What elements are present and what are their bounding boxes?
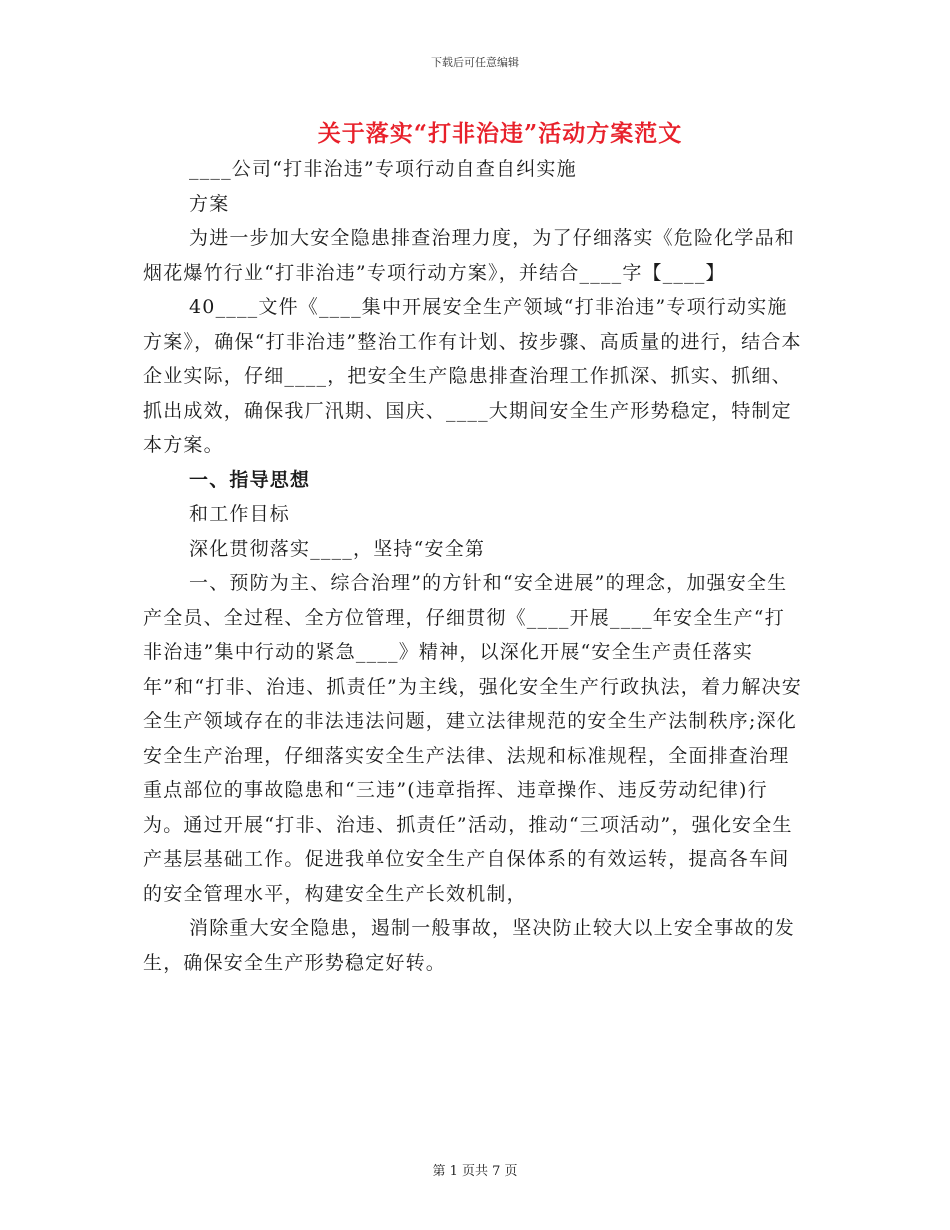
section-heading-guiding-thought: 一、指导思想 bbox=[189, 468, 311, 491]
document-title: 关于落实“打非治违”活动方案范文 bbox=[317, 120, 683, 147]
paragraph-policy: 一、预防为主、综合治理”的方针和“安全进展”的理念，加强安全生产全员、全过程、全方位管理，仔细贯彻《____开展____年安全生产“打非治违”集中行动的紧急____》精神，以深化开展“安全生产责任落实年”和“打非、治违、抓责任”为主线，强化安全生产行政执法，着力解决安全生产领域存在的非法违法问题，建立法律规范的安全生产法制秩序;深化安全生产治理，仔细落实安全生产法律、法规和标准规程，全面排查治理重点部位的事故隐患和“三违”(违章指挥、违章操作、违反劳动纪律)行为。通过开展“打非、治违、抓责任”活动，推动“三项活动”，强化安全生产基层基础工作。促进我单位安全生产自保体系的有效运转，提高各车间的安全管理水平，构建安全生产长效机制， bbox=[143, 572, 802, 905]
page-header-note: 下载后可任意编辑 bbox=[431, 56, 519, 69]
page-footer-number: 第 1 页共 7 页 bbox=[432, 1164, 518, 1179]
paragraph-work-goals: 和工作目标 bbox=[189, 503, 291, 525]
paragraph-intro: 为进一步加大安全隐患排查治理力度，为了仔细落实《危险化学品和烟花爆竹行业“打非治违”专项行动方案》，并结合____字【____】 bbox=[143, 227, 796, 284]
paragraph-subtitle-line1: ____公司“打非治违”专项行动自查自纠实施 bbox=[189, 158, 577, 180]
paragraph-implement: 深化贯彻落实____，坚持“安全第 bbox=[189, 537, 486, 560]
paragraph-purpose: 40____文件《____集中开展安全生产领域“打非治违”专项行动实施方案》，确保“打非治违”整治工作有计划、按步骤、高质量的进行，结合本企业实际，仔细____，把安全生产隐患排查治理工作抓深、抓实、抓细、抓出成效，确保我厂汛期、国庆、____大期间安全生产形势稳定，特制定本方案。 bbox=[143, 296, 802, 456]
paragraph-conclusion: 消除重大安全隐患，遏制一般事故，坚决防止较大以上安全事故的发生，确保安全生产形势稳定好转。 bbox=[143, 917, 796, 974]
document-body bbox=[143, 152, 803, 980]
paragraph-subtitle-line2: 方案 bbox=[189, 192, 230, 215]
